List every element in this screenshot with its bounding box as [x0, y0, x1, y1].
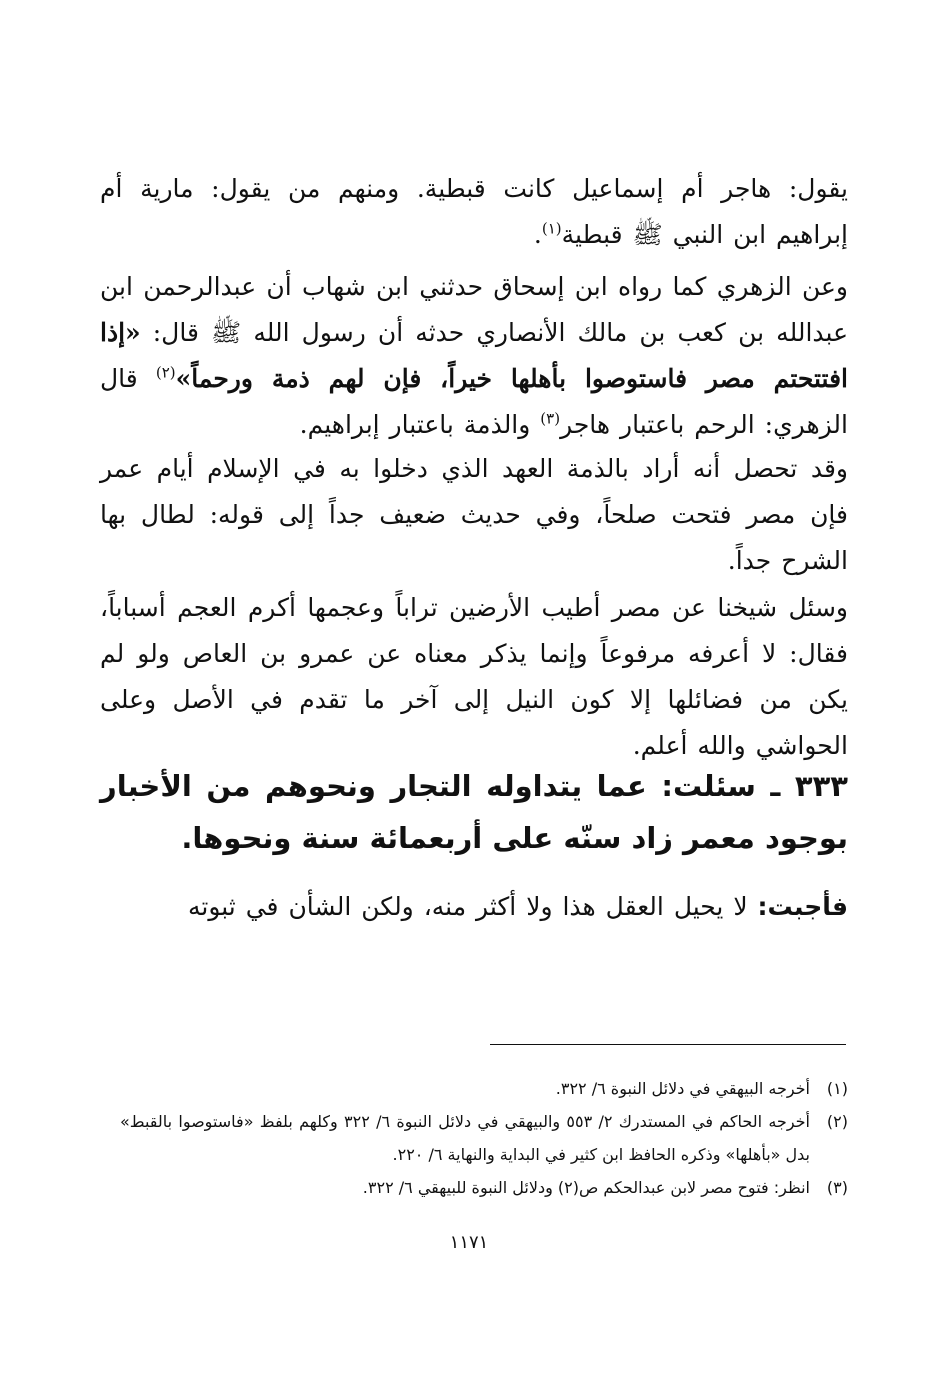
answer-label: فأجبت: — [757, 892, 848, 921]
paragraph-text: وقد تحصل أنه أراد بالذمة العهد الذي دخلوا به في الإسلام أيام عمر فإن مصر فتحت صلحاً، وفي حديث ضعيف جداً إلى قوله: لطال بها الشرح جداً. — [100, 454, 848, 575]
paragraph-text: يقول: هاجر أم إسماعيل كانت قبطية. ومنهم من يقول: مارية أم إبراهيم ابن النبي ﷺ قبطية — [100, 174, 848, 249]
footnote-ref-2: (٢) — [155, 363, 176, 382]
footnote-ref-3: (٣) — [540, 409, 561, 428]
paragraph-tail: والذمة باعتبار إبراهيم. — [299, 410, 541, 439]
paragraph-zuhri-hadith — [100, 264, 848, 448]
paragraph-dhimma — [100, 446, 848, 584]
footnote-1 — [120, 1072, 848, 1105]
footnote-number: (٣) — [826, 1178, 848, 1197]
footnote-text: أخرجه الحاكم في المستدرك ٢/ ٥٥٣ والبيهقي في دلائل النبوة ٦/ ٣٢٢ وكلهم بلفظ «فاستوصوا بالقبط» بدل «بأهلها» وذكره الحافظ ابن كثير في البداية والنهاية ٦/ ٢٢٠. — [120, 1112, 810, 1164]
question-text: ٣٣٣ ـ سئلت: عما يتداوله التجار ونحوهم من الأخبار بوجود معمر زاد سنّه على أربعمائة سنة ونحوها. — [100, 769, 848, 855]
paragraph-shaykh-question — [100, 585, 848, 769]
footnotes — [120, 1072, 848, 1204]
footnote-text: أخرجه البيهقي في دلائل النبوة ٦/ ٣٢٢. — [555, 1079, 810, 1098]
page-number: ١١٧١ — [449, 1232, 489, 1253]
footnote-number: (٢) — [826, 1112, 848, 1131]
paragraph-hagar-coptic — [100, 166, 848, 258]
answer-paragraph — [100, 884, 848, 930]
question-heading-333 — [100, 760, 848, 864]
paragraph-text: وسئل شيخنا عن مصر أطيب الأرضين تراباً وعجمها أكرم العجم أسباباً، فقال: لا أعرفه مرفوعاً وإنما يذكر معناه عن عمرو بن العاص ولو لم يكن من فضائلها إلا كون النيل إلى آخر ما تقدم في الأصل وعلى الحواشي والله أعلم. — [100, 593, 848, 760]
footnote-2 — [120, 1105, 848, 1171]
footnote-text: انظر: فتوح مصر لابن عبدالحكم ص(٢) ودلائل النبوة للبيهقي ٦/ ٣٢٢. — [362, 1178, 810, 1197]
answer-text: لا يحيل العقل هذا ولا أكثر منه، ولكن الشأن في ثبوته — [187, 892, 758, 921]
footnote-3 — [120, 1171, 848, 1204]
footnote-ref-1: (١) — [541, 219, 562, 238]
paragraph-lead: وعن الزهري كما رواه ابن إسحاق حدثني ابن شهاب أن عبدالرحمن ابن عبدالله بن كعب بن مالك الأنصاري حدثه أن رسول الله ﷺ قال: — [100, 272, 848, 347]
hadith-quote: «إذا افتتحتم مصر فاستوصوا بأهلها خيراً، فإن لهم ذمة ورحماً» — [100, 318, 848, 393]
footnote-separator — [490, 1044, 846, 1045]
paragraph-tail: . — [533, 220, 542, 249]
paragraph-mid: قال الزهري: الرحم باعتبار هاجر — [100, 364, 848, 439]
footnote-number: (١) — [826, 1079, 848, 1098]
